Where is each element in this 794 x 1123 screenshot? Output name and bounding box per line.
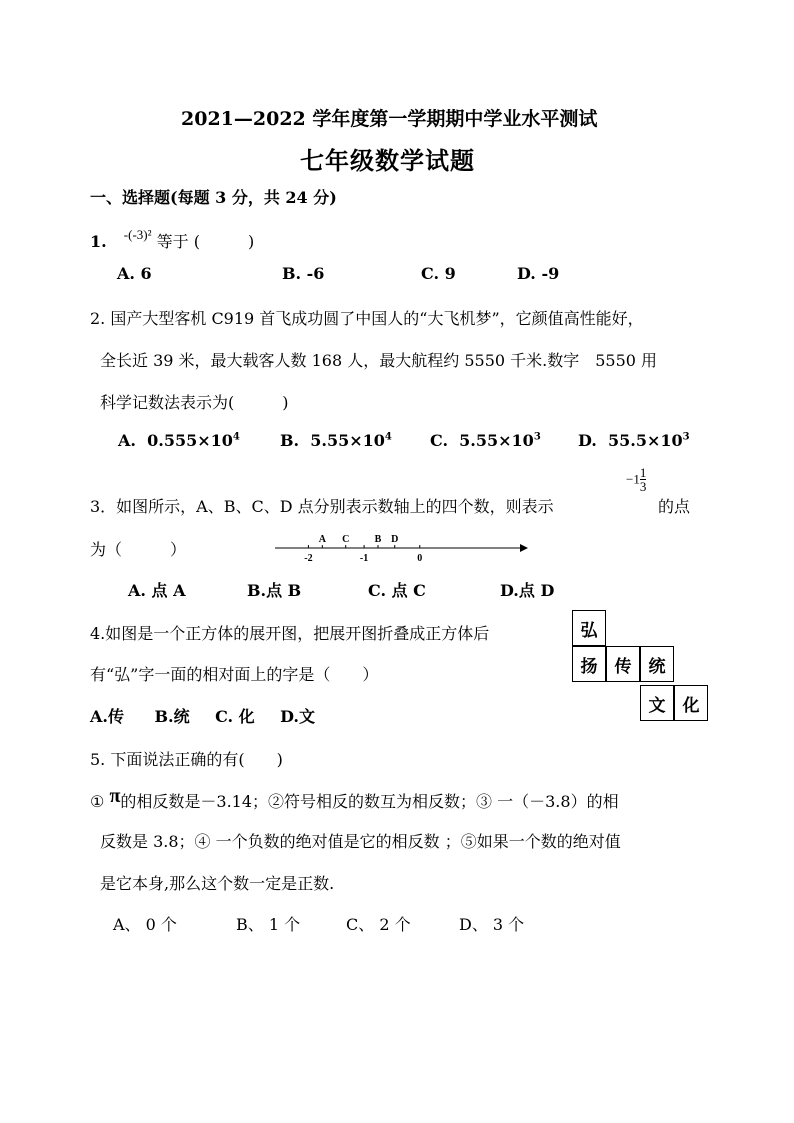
number-line-point-label: C — [342, 534, 350, 545]
q5-option-c[interactable]: C、 2 个 — [346, 915, 411, 934]
net-face-2: 扬 — [572, 646, 606, 682]
q3-fraction-numerator: 1 — [639, 465, 647, 480]
q2-option-a-exp: 4 — [232, 431, 240, 443]
q2-option-c[interactable] — [430, 431, 541, 450]
number-line-tick-label: -1 — [359, 553, 369, 564]
q3-option-d[interactable]: D.点 D — [500, 581, 555, 600]
number-line-tick-label: 0 — [417, 553, 423, 564]
q3-option-a[interactable]: A. 点 A — [128, 581, 186, 600]
q2-option-d-label: D. — [578, 431, 597, 450]
q2-option-c-base: 5.55×10 — [459, 431, 534, 450]
q5-option-a[interactable]: A、 0 个 — [113, 915, 177, 934]
number-line-arrow — [520, 544, 528, 552]
net-face-1: 弘 — [572, 610, 606, 646]
q5-line-3: 是它本身,那么这个数一定是正数. — [100, 874, 335, 893]
q2-option-b-base: 5.55×10 — [310, 431, 385, 450]
cube-net — [570, 610, 710, 730]
q1-option-c[interactable]: C. 9 — [421, 264, 456, 283]
q3-option-b[interactable]: B.点 B — [247, 581, 302, 600]
net-face-4: 统 — [640, 646, 674, 682]
q1-expression: -(-3)² — [123, 227, 152, 242]
q2-option-d-exp: 3 — [682, 431, 690, 443]
pi-symbol: π — [109, 785, 121, 807]
q3-stem-tail: 的点 — [658, 497, 691, 516]
q2-option-a-label: A. — [118, 431, 136, 450]
section-heading: 一、选择题(每题 3 分，共 24 分) — [90, 188, 337, 207]
q2-option-b-label: B. — [280, 431, 300, 450]
q1-option-b[interactable]: B. -6 — [282, 264, 325, 283]
q3-line-2: 为（ ） — [90, 540, 187, 559]
q5-line-2: 反数是 3.8；④ 一个负数的绝对值是它的相反数 ；⑤如果一个数的绝对值 — [100, 832, 621, 851]
q1-option-d[interactable]: D. -9 — [517, 264, 560, 283]
net-face-5: 文 — [640, 685, 674, 721]
exam-subtitle: 七年级数学试题 — [300, 146, 475, 175]
q2-line-1: 2. 国产大型客机 C919 首飞成功圆了中国人的“大飞机梦”，它颜值高性能好， — [90, 309, 644, 328]
question-1 — [90, 229, 254, 252]
q3-fraction-whole: −1 — [626, 471, 640, 487]
q3-stem: 3．如图所示，A、B、C、D 点分别表示数轴上的四个数，则表示 — [90, 497, 554, 516]
q5-option-d[interactable]: D、 3 个 — [459, 915, 525, 934]
q4-option-b[interactable]: B.统 — [154, 707, 190, 726]
q3-mixed-fraction — [626, 466, 646, 493]
q3-fraction-denominator: 3 — [639, 479, 647, 494]
q5-option-b[interactable]: B、 1 个 — [236, 915, 301, 934]
exam-title: 2021—2022 学年度第一学期期中学业水平测试 — [181, 108, 598, 130]
q2-option-d[interactable] — [578, 431, 690, 450]
q4-option-d[interactable]: D.文 — [280, 707, 315, 726]
q2-option-c-label: C. — [430, 431, 449, 450]
number-line-point-label: D — [391, 534, 399, 545]
q4-option-c[interactable]: C. 化 — [215, 707, 255, 726]
q1-stem: 等于 ( ) — [156, 232, 255, 251]
q5-circled-1: ① — [90, 792, 105, 811]
q4-line-1: 4.如图是一个正方体的展开图，把展开图折叠成正方体后 — [90, 624, 490, 643]
number-line — [270, 528, 530, 568]
q2-line-3: 科学记数法表示为( ) — [100, 393, 289, 412]
q2-option-a-base: 0.555×10 — [147, 431, 233, 450]
q5-stem: 5. 下面说法正确的有( ) — [90, 750, 283, 769]
q3-option-c[interactable]: C. 点 C — [368, 581, 426, 600]
q4-option-a[interactable]: A.传 — [90, 707, 124, 726]
q2-line-2: 全长近 39 米，最大载客人数 168 人，最大航程约 5550 千米.数字 5550 用 — [100, 351, 658, 370]
q4-line-2: 有“弘”字一面的相对面上的字是（ ） — [90, 665, 379, 684]
q2-option-a[interactable] — [118, 431, 240, 450]
net-face-3: 传 — [606, 646, 640, 682]
q2-option-b[interactable] — [280, 431, 392, 450]
q4-options — [90, 704, 315, 727]
q3-fraction — [640, 466, 647, 493]
q2-option-d-base: 55.5×10 — [608, 431, 683, 450]
q2-option-c-exp: 3 — [533, 431, 541, 443]
q1-option-a[interactable]: A. 6 — [117, 264, 152, 283]
number-line-point-label: A — [318, 534, 326, 545]
q5-line-1 — [90, 785, 619, 813]
q1-number: 1. — [90, 232, 107, 251]
net-face-6: 化 — [674, 685, 708, 721]
number-line-point-label: B — [374, 534, 382, 545]
q5-line-1-text: 的相反数是－3.14；②符号相反的数互为相反数；③ 一（－3.8）的相 — [120, 792, 619, 811]
number-line-tick-label: -2 — [304, 553, 313, 564]
q2-option-b-exp: 4 — [384, 431, 392, 443]
